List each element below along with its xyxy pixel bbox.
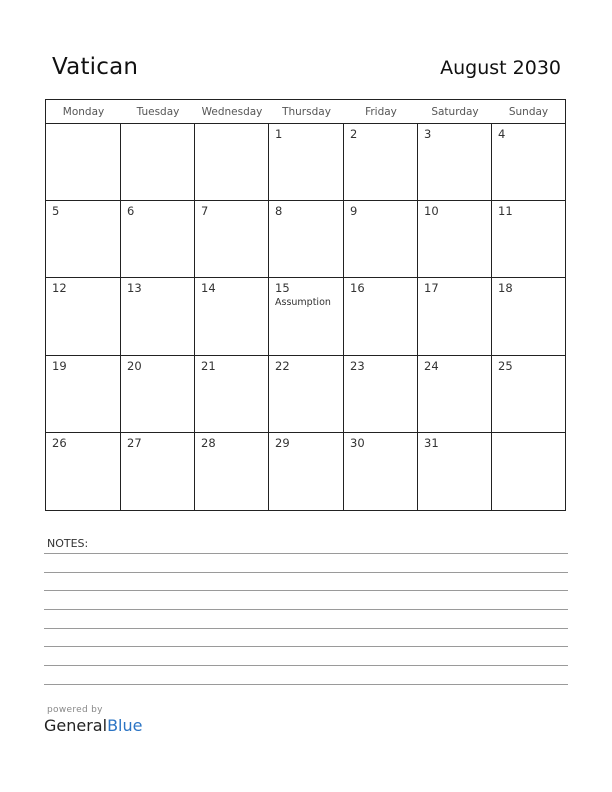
day-cell (418, 124, 492, 201)
calendar-grid (45, 99, 566, 511)
day-number: 2 (350, 127, 358, 141)
notes-label: NOTES: (47, 537, 89, 550)
day-number: 24 (424, 358, 439, 373)
day-number: 7 (201, 204, 209, 219)
day-cell (46, 201, 121, 278)
day-cell (195, 124, 269, 201)
day-cell (195, 201, 269, 278)
day-number: 27 (127, 435, 142, 450)
day-cell (46, 124, 121, 201)
day-number: 8 (275, 204, 283, 219)
day-cell (344, 201, 418, 278)
day-cell (418, 356, 492, 433)
day-cell (121, 124, 195, 201)
day-cell (344, 433, 418, 510)
day-number: 10 (424, 204, 439, 219)
day-cell (121, 201, 195, 278)
day-number: 18 (498, 281, 513, 296)
note-line (44, 590, 568, 591)
note-line (44, 609, 568, 610)
day-number: 1 (275, 127, 283, 141)
day-number: 17 (424, 281, 439, 296)
day-cell (418, 201, 492, 278)
day-number: 28 (201, 435, 216, 450)
note-line (44, 553, 568, 554)
day-cell (344, 278, 418, 355)
day-number: 5 (52, 204, 60, 219)
note-line (44, 628, 568, 629)
day-number: 11 (498, 204, 513, 219)
day-cell (121, 433, 195, 510)
day-number: 15 (275, 281, 290, 296)
month-year-title: August 2030 (440, 57, 561, 79)
day-cell (269, 356, 344, 433)
day-cell (492, 201, 565, 278)
day-number: 26 (52, 435, 67, 450)
day-cell (121, 278, 195, 355)
day-number: 13 (127, 281, 142, 296)
day-number: 29 (275, 435, 290, 450)
note-line (44, 572, 568, 573)
note-line (44, 665, 568, 666)
day-cell (195, 278, 269, 355)
day-cell (344, 356, 418, 433)
day-number: 16 (350, 281, 365, 296)
brand-name (44, 716, 142, 735)
day-cell (269, 278, 344, 355)
day-number: 20 (127, 358, 142, 373)
brand-blue: Blue (107, 716, 143, 735)
day-number: 21 (201, 358, 216, 373)
day-number: 9 (350, 204, 358, 219)
note-line (44, 684, 568, 685)
powered-by-text: powered by (47, 705, 103, 715)
day-number: 4 (498, 127, 506, 141)
weekday-header: Friday (344, 100, 418, 124)
day-cell (492, 278, 565, 355)
weekday-header: Thursday (269, 100, 344, 124)
day-cell (492, 356, 565, 433)
weekday-header: Tuesday (121, 100, 195, 124)
day-cell (269, 201, 344, 278)
brand-general: General (44, 716, 108, 735)
day-number: 6 (127, 204, 135, 219)
day-number: 30 (350, 435, 365, 450)
day-cell (269, 433, 344, 510)
day-number: 12 (52, 281, 67, 296)
day-cell (492, 124, 565, 201)
day-cell (195, 433, 269, 510)
day-number: 23 (350, 358, 365, 373)
generalblue-logo (44, 705, 142, 735)
day-number: 14 (201, 281, 216, 296)
day-number: 31 (424, 435, 439, 450)
weekday-header: Sunday (492, 100, 565, 124)
weekday-header: Wednesday (195, 100, 269, 124)
day-cell (269, 124, 344, 201)
country-title: Vatican (52, 54, 139, 80)
day-cell (344, 124, 418, 201)
day-number: 25 (498, 358, 513, 373)
day-cell (46, 356, 121, 433)
day-cell (195, 356, 269, 433)
day-cell (46, 433, 121, 510)
day-number: 19 (52, 358, 67, 373)
day-number: 3 (424, 127, 432, 141)
day-cell (46, 278, 121, 355)
day-cell (492, 433, 565, 510)
weekday-header: Monday (46, 100, 121, 124)
weekday-header: Saturday (418, 100, 492, 124)
day-cell (418, 278, 492, 355)
day-cell (418, 433, 492, 510)
holiday-label: Assumption (275, 297, 331, 309)
day-cell (121, 356, 195, 433)
day-number: 22 (275, 358, 290, 373)
note-line (44, 646, 568, 647)
